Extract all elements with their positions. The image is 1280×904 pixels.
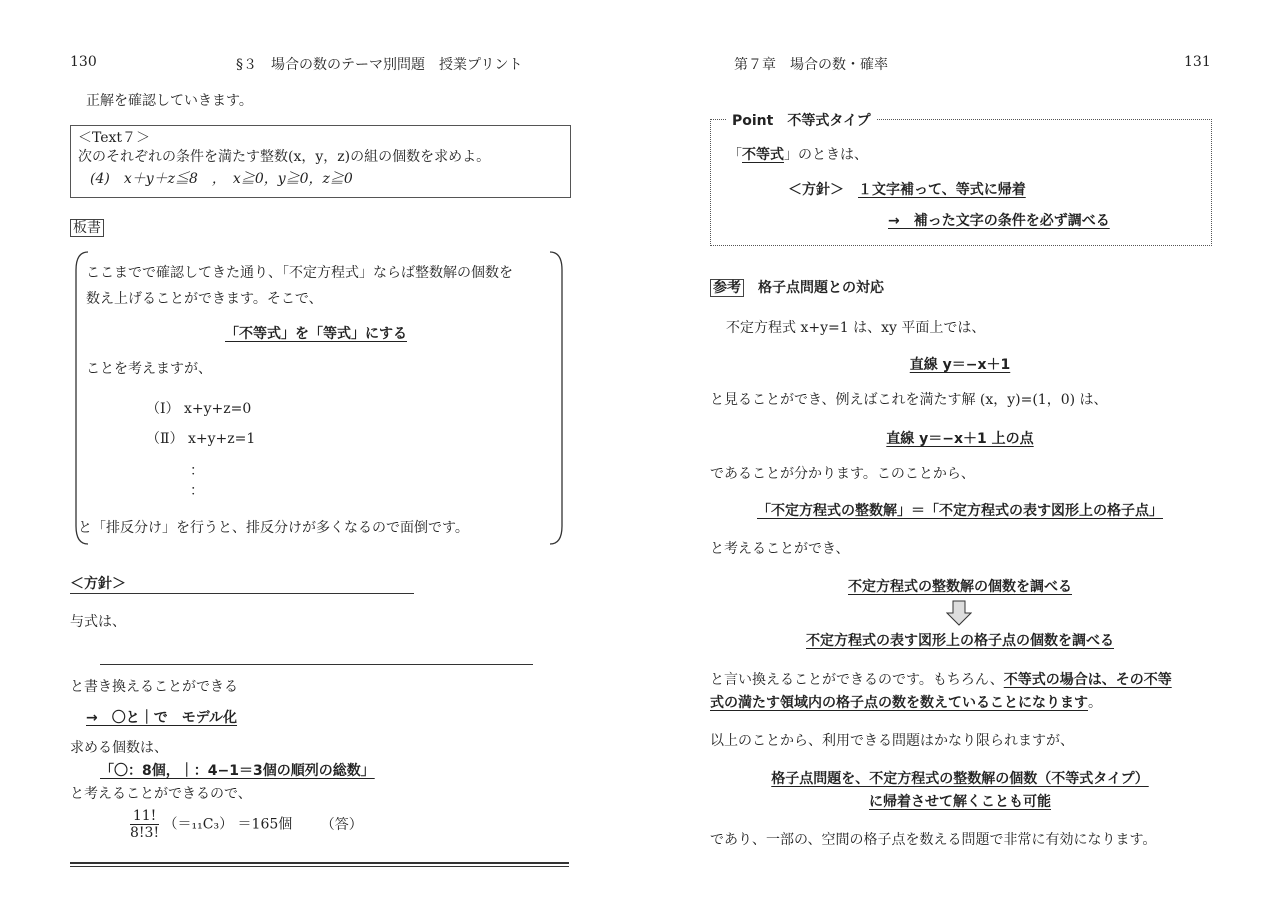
running-header-left: §３ 場合の数のテーマ別問題 授業プリント [236, 57, 523, 73]
answer-formula [130, 808, 363, 841]
para-7: であり、一部の、空間の格子点を数える問題で非常に有効になります。 [710, 832, 1157, 848]
point-policy-label: ＜方針＞ [788, 182, 844, 198]
point-emphasis: 不等式 [742, 147, 784, 163]
para-5-start: と言い換えることができるのです。もちろん、 [710, 672, 1004, 688]
policy-title: ＜方針＞ [70, 573, 414, 594]
board-label: 板書 [70, 219, 104, 237]
point-title: Point 不等式タイプ [726, 110, 877, 130]
problem-item: (4) x＋y＋z≦8 ， x≧0，y≧0，z≧0 [90, 171, 353, 187]
point-policy-text: １文字補って、等式に帰着 [858, 182, 1026, 198]
ellipsis-1: ： [190, 463, 204, 479]
ellipsis-2: ： [190, 483, 204, 499]
para-4: と考えることができ、 [710, 541, 850, 557]
point-policy [788, 179, 1026, 199]
emph-line-2: 直線 y＝−x＋1 上の点 [886, 431, 1034, 447]
count-intro: 求める個数は、 [70, 740, 168, 756]
problem-label: ＜Text７＞ [78, 130, 151, 146]
para-5-emph-2: 式の満たす領域内の格子点の数を数えていることになります [710, 695, 1088, 711]
para-5-emph-1: 不等式の場合は、その不等 [1003, 672, 1172, 688]
board-line-1: ここまでで確認してきた通り、「不定方程式」ならば整数解の個数を [86, 265, 513, 281]
model-text: → 〇と｜で モデル化 [86, 710, 238, 726]
rewrite-text: と書き換えることができる [70, 679, 238, 695]
emph-line-4: 不定方程式の整数解の個数を調べる [848, 579, 1072, 595]
emph-line-5: 不定方程式の表す図形上の格子点の個数を調べる [806, 633, 1114, 649]
permutation-text: 「〇：8個，｜：4−1＝3個の順列の総数」 [100, 763, 375, 779]
para-2: と見ることができ、例えばこれを満たす解 (x，y)=(1，0) は、 [710, 392, 1108, 408]
reference-label: 参考 [710, 279, 744, 297]
answer-result: ＝165個 [237, 816, 293, 833]
answer-tag: （答） [320, 816, 363, 833]
emph-line-3: 「不定方程式の整数解」＝「不定方程式の表す図形上の格子点」 [757, 503, 1163, 519]
double-rule [70, 862, 569, 867]
case-2: （Ⅱ） x+y+z=1 [146, 431, 256, 447]
para-6: 以上のことから、利用できる問題はかなり限られますが、 [710, 733, 1074, 749]
point-line-1 [728, 144, 868, 164]
reference-title: 格子点問題との対応 [758, 280, 884, 296]
emph-line-1: 直線 y＝−x＋1 [909, 357, 1011, 373]
blank-line [100, 664, 533, 665]
combination: （＝₁₁C₃） [163, 816, 234, 833]
fraction-denominator: 8!3! [130, 825, 160, 841]
problem-statement: 次のそれぞれの条件を満たす整数(x，y，z)の組の個数を求めよ。 [78, 149, 491, 165]
board-line-3: ことを考えますが、 [86, 361, 212, 377]
point-check: → 補った文字の条件を必ず調べる [888, 213, 1110, 229]
running-header-right: 第７章 場合の数・確率 [734, 57, 888, 73]
point-line-1-rest: 」のときは、 [784, 147, 868, 163]
para-5 [710, 669, 1172, 689]
page-number-right: 131 [1184, 54, 1211, 70]
para-1: 不定方程式 x+y=1 は、xy 平面上では、 [726, 320, 986, 336]
intro-text: 正解を確認していきます。 [86, 93, 253, 109]
fraction-numerator: 11! [130, 808, 159, 825]
case-1: （Ⅰ） x+y+z=0 [146, 401, 252, 417]
emph-line-6b: に帰着させて解くことも可能 [869, 794, 1051, 810]
down-arrow-icon [946, 600, 972, 626]
board-line-4: と「排反分け」を行うと、排反分けが多くなるので面倒です。 [78, 520, 469, 536]
board-emphasis: 「不等式」を「等式」にする [225, 326, 407, 342]
given-text: 与式は、 [70, 614, 126, 630]
emph-line-6a: 格子点問題を、不定方程式の整数解の個数（不等式タイプ） [771, 771, 1149, 787]
think-text: と考えることができるので、 [70, 786, 252, 802]
board-line-2: 数え上げることができます。そこで、 [86, 291, 323, 307]
para-3: であることが分かります。このことから、 [710, 466, 975, 482]
bracket: 「 [728, 147, 742, 163]
page-number-left: 130 [70, 54, 97, 70]
para-5-end: 。 [1088, 695, 1102, 711]
